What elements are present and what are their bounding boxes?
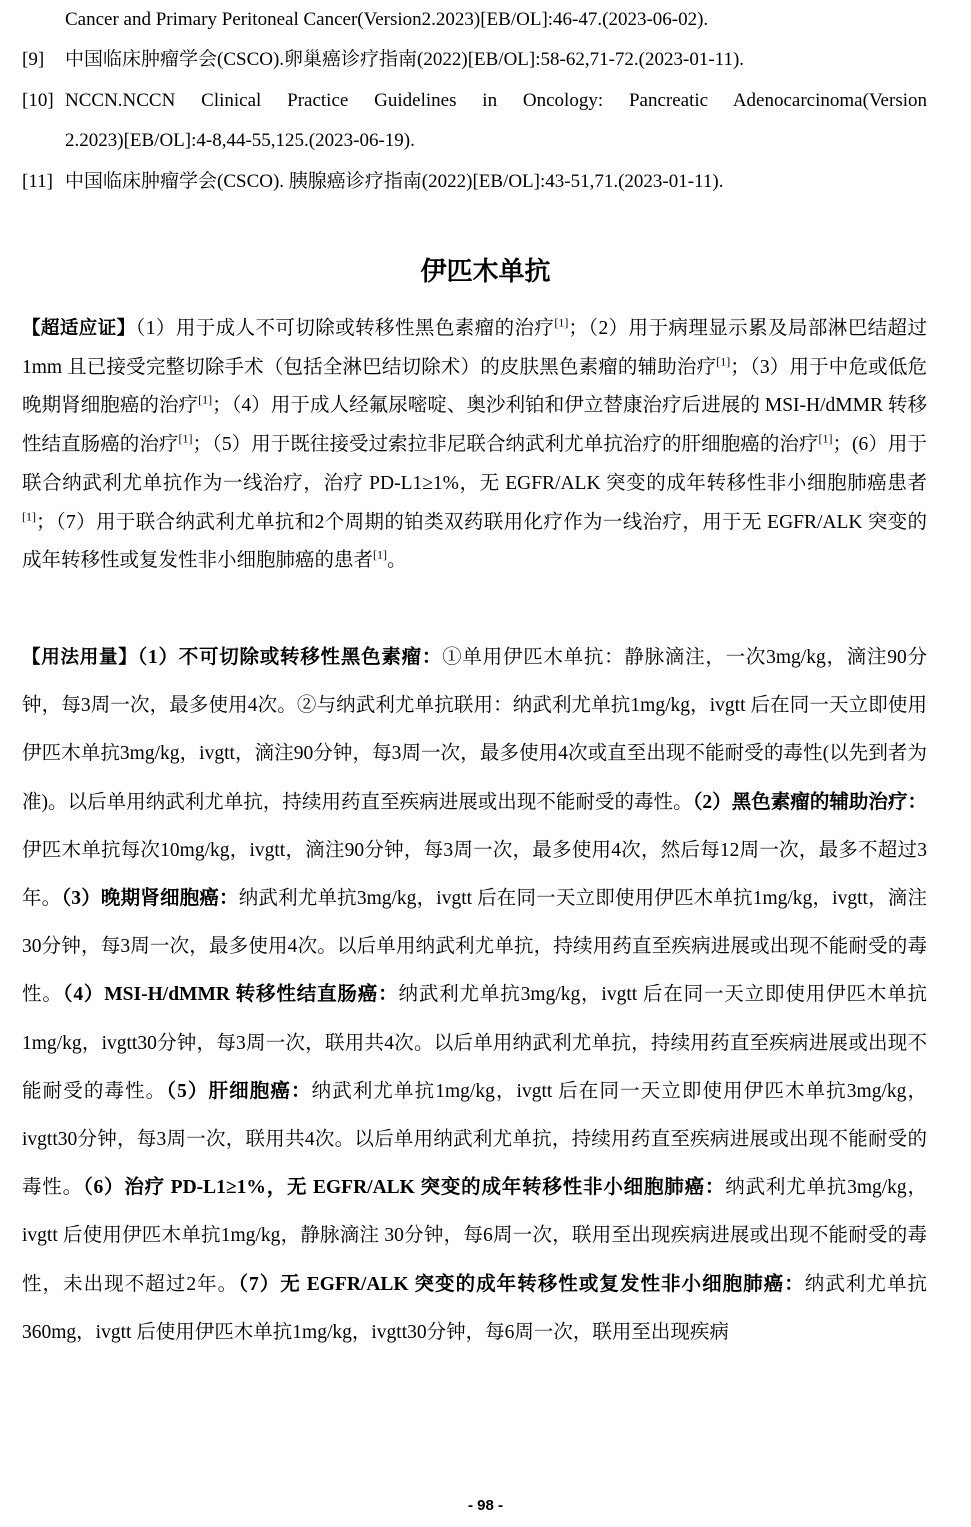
reference-item (22, 162, 927, 202)
reference-number: [9] (22, 49, 45, 70)
dosage-heading: （5）肝细胞癌： (166, 1080, 312, 1102)
dosage-section (22, 634, 927, 1357)
indication-text: ；（3）用于中危或低危晚期肾细胞癌的治疗 (22, 356, 927, 417)
reference-text: 中国临床肿瘤学会(CSCO). 胰腺癌诊疗指南(2022)[EB/OL]:43-51,71.(2023-01-11). (65, 171, 724, 192)
indication-text: ；（5）用于既往接受过索拉非尼联合纳武利尤单抗治疗的肝细胞癌的治疗 (192, 434, 819, 456)
citation-mark: [1] (818, 431, 833, 446)
indication-text: ；（7）用于联合纳武利尤单抗和2个周期的铂类双药联用化疗作为一线治疗，用于无 EGFR/ALK 突变的成年转移性或复发性非小细胞肺癌的患者 (22, 511, 927, 572)
citation-mark: [1] (373, 547, 388, 562)
reference-item (22, 81, 927, 121)
dosage-text: 伊匹木单抗每次10mg/kg，ivgtt，滴注90分钟，每3周一次，最多使用4次，然后每12周一次，最多不超过3年。 (22, 839, 927, 910)
dosage-text: 纳武利尤单抗3mg/kg，ivgtt 后使用伊匹木单抗1mg/kg，静脉滴注 30分钟，每6周一次，联用至出现疾病进展或出现不能耐受的毒性，未出现不超过2年。 (22, 1177, 927, 1295)
citation-mark: [1] (178, 431, 193, 446)
citation-mark: [1] (198, 392, 213, 407)
indication-text: ；（2）用于病理显示累及局部淋巴结超过1mm 且已接受完整切除手术（包括全淋巴结切除术）的皮肤黑色素瘤的辅助治疗 (22, 318, 927, 378)
reference-text-continued: 2.2023)[EB/OL]:4-8,44-55,125.(2023-06-19). (65, 130, 415, 151)
reference-text: NCCN.NCCN Clinical Practice Guidelines in Oncology: Pancreatic Adenocarcinoma(Version (65, 90, 927, 111)
dosage-text: 纳武利尤单抗3mg/kg，ivgtt 后在同一天立即使用伊匹木单抗1mg/kg，ivgtt30分钟，每3周一次，联用共4次。以后单用纳武利尤单抗，持续用药直至疾病进展或出现不能耐受的毒性。 (22, 984, 927, 1102)
reference-text: 中国临床肿瘤学会(CSCO).卵巢癌诊疗指南(2022)[EB/OL]:58-62,71-72.(2023-01-11). (65, 49, 745, 70)
citation-mark: [1] (716, 354, 731, 369)
dosage-heading: （6）治疗 PD-L1≥1%，无 EGFR/ALK 突变的成年转移性非小细胞肺癌： (82, 1177, 726, 1199)
dosage-heading: （4）MSI-H/dMMR 转移性结直肠癌： (62, 984, 399, 1006)
dosage-heading: （2）黑色素瘤的辅助治疗： (692, 791, 927, 813)
indications-section (22, 310, 927, 581)
dosage-heading: （7）无 EGFR/ALK 突变的成年转移性或复发性非小细胞肺癌： (238, 1273, 805, 1295)
reference-number: [11] (22, 171, 53, 192)
indication-text: ；(6）用于联合纳武利尤单抗作为一线治疗，治疗 PD-L1≥1%，无 EGFR/ALK 突变的成年转移性非小细胞肺癌患者 (22, 434, 927, 494)
indications-label: 【超适应证】 (22, 318, 136, 339)
dosage-text: 纳武利尤单抗360mg，ivgtt 后使用伊匹木单抗1mg/kg，ivgtt30分钟，每6周一次，联用至出现疾病 (22, 1273, 927, 1343)
reference-item (22, 40, 927, 80)
drug-title: 伊匹木单抗 (420, 257, 551, 287)
dosage-text: 纳武利尤单抗1mg/kg，ivgtt 后在同一天立即使用伊匹木单抗3mg/kg，ivgtt30分钟，每3周一次，联用共4次。以后单用纳武利尤单抗，持续用药直至疾病进展或出现不能耐受的毒性。 (22, 1080, 927, 1199)
citation-mark: [1] (554, 315, 569, 330)
dosage-text: ①单用伊匹木单抗：静脉滴注，一次3mg/kg，滴注90分钟，每3周一次，最多使用4次。②与纳武利尤单抗联用：纳武利尤单抗1mg/kg，ivgtt 后在同一天立即使用伊匹木单抗3mg/kg，ivgtt，滴注90分钟，每3周一次，最多使用4次或直至出现不能耐受的毒性(以先到者为准)。以后单用纳武利尤单抗，持续用药直至疾病进展或出现不能耐受的毒性。 (22, 647, 927, 813)
indication-text: 。 (387, 550, 407, 572)
dosage-heading: （3）晚期肾细胞癌： (61, 888, 239, 910)
dosage-label: 【用法用量】 (22, 647, 138, 668)
reference-number: [10] (22, 90, 54, 111)
reference-continuation (22, 0, 927, 40)
page-number: - 98 - (467, 1497, 503, 1514)
dosage-text: 纳武利尤单抗3mg/kg，ivgtt 后在同一天立即使用伊匹木单抗1mg/kg，ivgtt，滴注30分钟，每3周一次，最多使用4次。以后单用纳武利尤单抗，持续用药直至疾病进展或出现不能耐受的毒性。 (22, 888, 927, 1006)
indication-text: （1）用于成人不可切除或转移性黑色素瘤的治疗 (135, 318, 555, 339)
reference-text: Cancer and Primary Peritoneal Cancer(Version2.2023)[EB/OL]:46-47.(2023-06-02). (65, 9, 709, 30)
indication-text: ；（4）用于成人经氟尿嘧啶、奥沙利铂和伊立替康治疗后进展的 MSI-H/dMMR 转移性结直肠癌的治疗 (22, 395, 927, 456)
citation-mark: [1] (22, 509, 36, 524)
dosage-heading: （1）不可切除或转移性黑色素瘤： (137, 647, 443, 668)
